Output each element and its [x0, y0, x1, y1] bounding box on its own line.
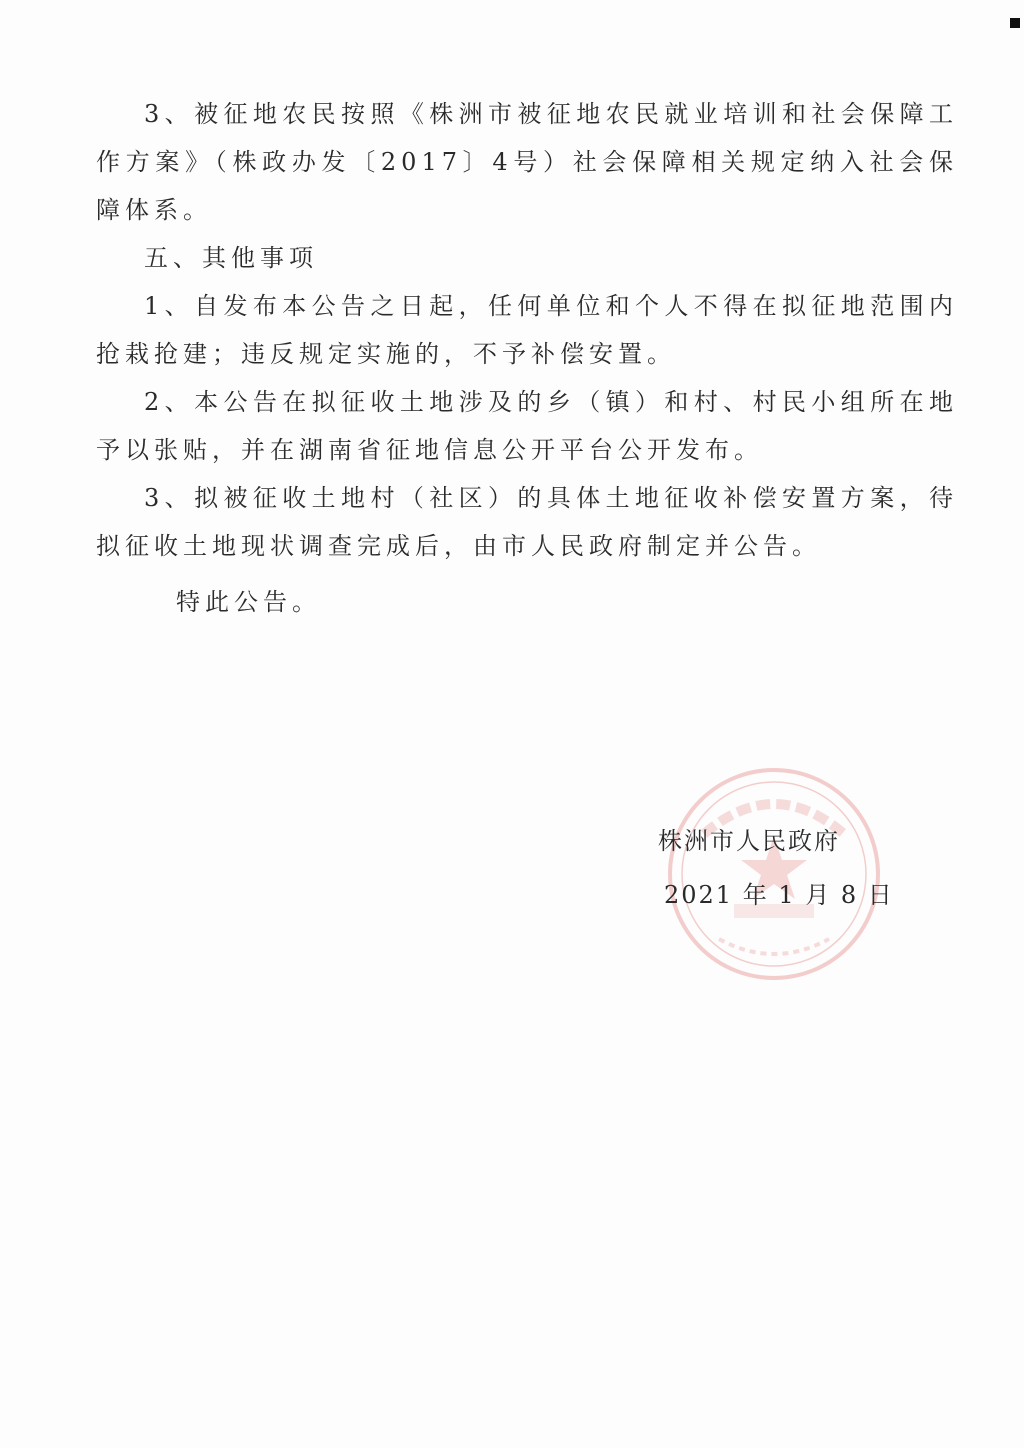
paragraph-posting: 2、本公告在拟征收土地涉及的乡（镇）和村、村民小组所在地予以张贴，并在湖南省征地信息公开平台公开发布。: [96, 388, 958, 464]
paragraph-no-planting: 1、自发布本公告之日起，任何单位和个人不得在拟征地范围内抢栽抢建；违反规定实施的，不予补偿安置。: [96, 292, 958, 368]
issue-date: 2021 年 1 月 8 日: [664, 881, 894, 909]
section-heading-other-matters: 五、其他事项: [144, 244, 318, 272]
scan-edge-mark: [1010, 18, 1020, 28]
paragraph-social-security: 3、被征地农民按照《株洲市被征地农民就业培训和社会保障工作方案》（株政办发〔2017〕4号）社会保障相关规定纳入社会保障体系。: [96, 100, 958, 224]
document-body: [96, 90, 958, 570]
closing-statement: 特此公告。: [176, 588, 321, 616]
paragraph-compensation-plan: 3、拟被征收土地村（社区）的具体土地征收补偿安置方案，待拟征收土地现状调查完成后，由市人民政府制定并公告。: [96, 484, 958, 560]
signature-block: [658, 814, 894, 922]
issuer-name: 株洲市人民政府: [658, 827, 840, 855]
